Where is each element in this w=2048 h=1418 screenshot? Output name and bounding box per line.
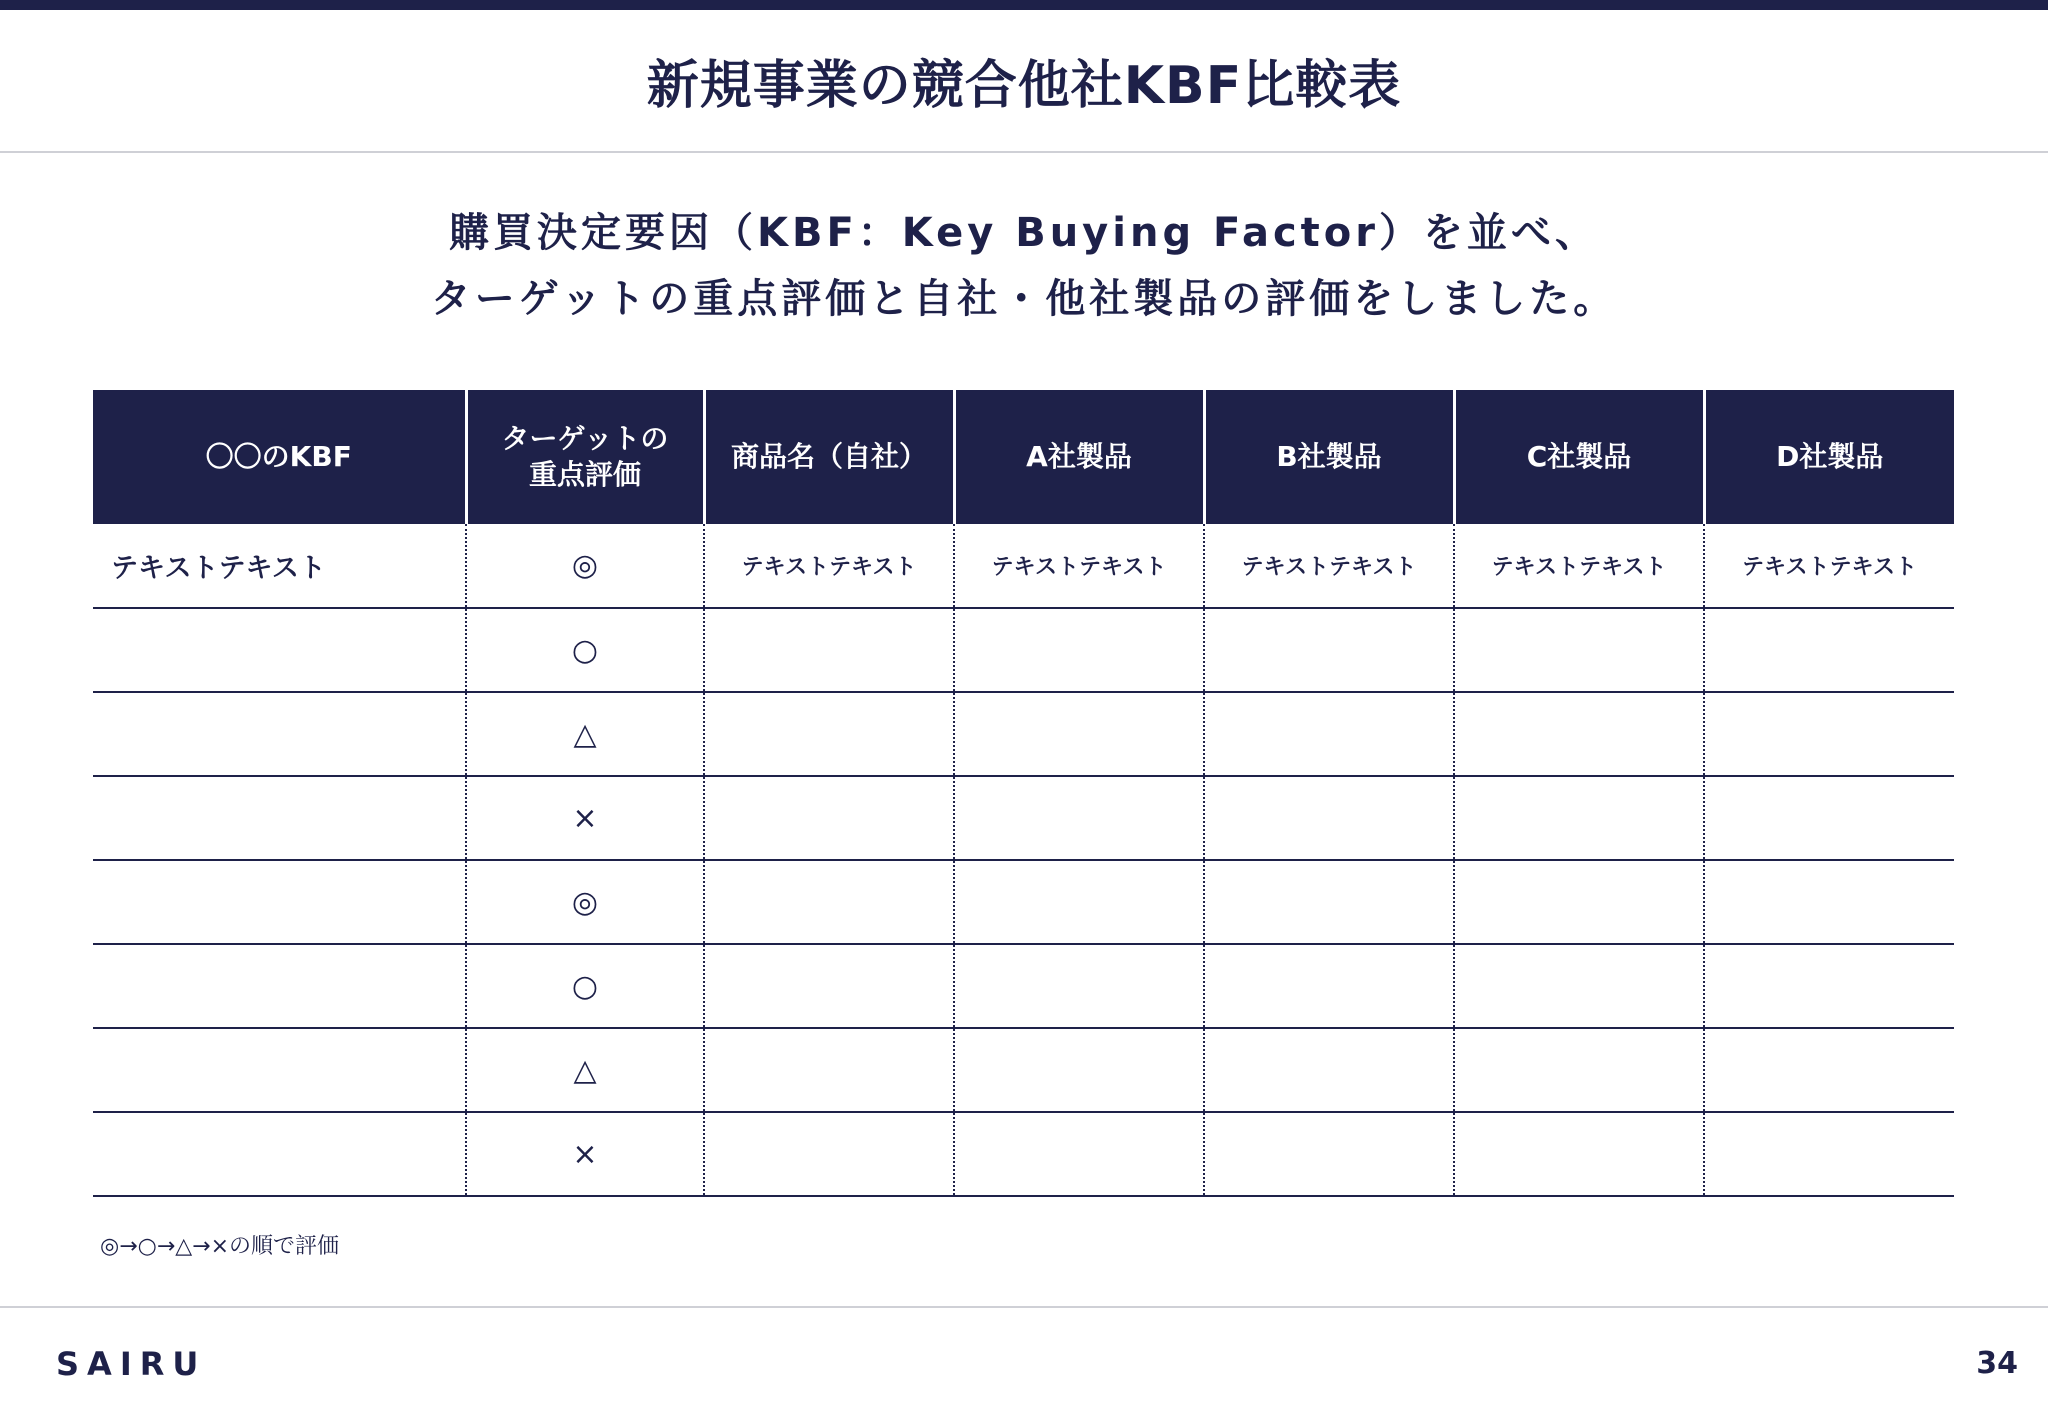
table-row xyxy=(93,608,1954,692)
header-target-priority xyxy=(466,390,704,524)
cell-company-b xyxy=(1204,944,1454,1028)
table-row xyxy=(93,1112,1954,1196)
cell-kbf xyxy=(93,608,466,692)
cell-target-rating: × xyxy=(466,1112,704,1196)
table-row xyxy=(93,944,1954,1028)
cell-own xyxy=(704,608,954,692)
header-target-line-1: ターゲットの xyxy=(501,422,669,455)
kbf-comparison-table xyxy=(93,390,1954,1197)
table-row xyxy=(93,776,1954,860)
cell-company-b xyxy=(1204,860,1454,944)
cell-company-a xyxy=(954,1112,1204,1196)
cell-target-rating: ○ xyxy=(466,608,704,692)
cell-target-rating: △ xyxy=(466,1028,704,1112)
cell-own xyxy=(704,1028,954,1112)
cell-company-a: テキストテキスト xyxy=(954,524,1204,608)
cell-target-rating: ◎ xyxy=(466,860,704,944)
page-title: 新規事業の競合他社KBF比較表 xyxy=(646,56,1402,116)
cell-target-rating: △ xyxy=(466,692,704,776)
cell-company-d xyxy=(1704,944,1954,1028)
top-accent-bar xyxy=(0,0,2048,10)
cell-target-rating: ◎ xyxy=(466,524,704,608)
rating-legend-note: ◎→○→△→×の順で評価 xyxy=(100,1234,340,1259)
cell-company-d xyxy=(1704,608,1954,692)
cell-own: テキストテキスト xyxy=(704,524,954,608)
cell-kbf xyxy=(93,776,466,860)
table-row xyxy=(93,692,1954,776)
company-logo: SAIRU xyxy=(56,1345,207,1383)
cell-company-a xyxy=(954,776,1204,860)
cell-company-c xyxy=(1454,860,1704,944)
cell-company-b: テキストテキスト xyxy=(1204,524,1454,608)
cell-company-d xyxy=(1704,1028,1954,1112)
cell-company-d xyxy=(1704,692,1954,776)
footer-divider xyxy=(0,1306,2048,1308)
cell-own xyxy=(704,1112,954,1196)
table-row xyxy=(93,524,1954,608)
cell-company-c xyxy=(1454,776,1704,860)
cell-company-b xyxy=(1204,1028,1454,1112)
header-company-d: D社製品 xyxy=(1704,390,1954,524)
cell-company-d xyxy=(1704,1112,1954,1196)
cell-kbf xyxy=(93,860,466,944)
cell-company-c xyxy=(1454,944,1704,1028)
cell-company-c xyxy=(1454,692,1704,776)
subtitle-line-2: ターゲットの重点評価と自社・他社製品の評価をしました。 xyxy=(430,276,1618,322)
cell-company-a xyxy=(954,944,1204,1028)
cell-own xyxy=(704,944,954,1028)
cell-company-c: テキストテキスト xyxy=(1454,524,1704,608)
cell-own xyxy=(704,860,954,944)
header-kbf: 〇〇のKBF xyxy=(93,390,466,524)
subtitle-line-1: 購買決定要因（KBF：Key Buying Factor）を並べ、 xyxy=(448,210,1600,256)
cell-kbf xyxy=(93,1028,466,1112)
page-number: 34 xyxy=(1976,1346,2018,1381)
cell-target-rating: × xyxy=(466,776,704,860)
cell-company-c xyxy=(1454,1112,1704,1196)
table-header-row xyxy=(93,390,1954,524)
cell-company-b xyxy=(1204,608,1454,692)
header-divider xyxy=(0,151,2048,153)
table-row xyxy=(93,1028,1954,1112)
cell-company-b xyxy=(1204,1112,1454,1196)
cell-kbf xyxy=(93,692,466,776)
cell-kbf: テキストテキスト xyxy=(93,524,466,608)
header-company-c: C社製品 xyxy=(1454,390,1704,524)
cell-company-d: テキストテキスト xyxy=(1704,524,1954,608)
cell-target-rating: ○ xyxy=(466,944,704,1028)
header-target-line-2: 重点評価 xyxy=(528,458,641,491)
cell-kbf xyxy=(93,1112,466,1196)
cell-company-b xyxy=(1204,776,1454,860)
cell-company-a xyxy=(954,608,1204,692)
cell-own xyxy=(704,692,954,776)
cell-company-a xyxy=(954,692,1204,776)
cell-kbf xyxy=(93,944,466,1028)
cell-own xyxy=(704,776,954,860)
header-own-product: 商品名（自社） xyxy=(704,390,954,524)
subtitle xyxy=(0,200,2048,332)
table-row xyxy=(93,860,1954,944)
cell-company-c xyxy=(1454,608,1704,692)
cell-company-a xyxy=(954,1028,1204,1112)
cell-company-d xyxy=(1704,860,1954,944)
header-company-a: A社製品 xyxy=(954,390,1204,524)
cell-company-a xyxy=(954,860,1204,944)
header-company-b: B社製品 xyxy=(1204,390,1454,524)
cell-company-b xyxy=(1204,692,1454,776)
cell-company-c xyxy=(1454,1028,1704,1112)
cell-company-d xyxy=(1704,776,1954,860)
